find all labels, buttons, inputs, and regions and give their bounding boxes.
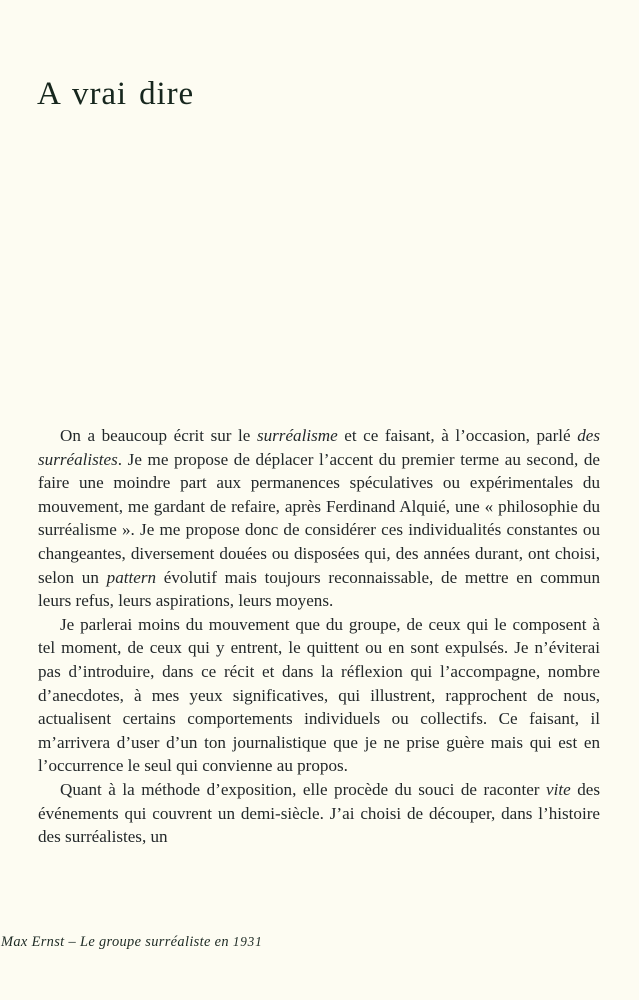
body-text: . Je me propose de déplacer l’accent du premier terme au second, de faire une moindre part aux permanences spéculatives ou expérimentales du mouvement, me gardant de refaire, après Ferdinand Alquié, une « philosophie du surréalisme ». Je me propose donc de considérer ces individualités constantes ou changeantes, diversement douées ou disposées qui, des années durant, ont choisi, selon un — [38, 449, 600, 587]
caption-dash: – — [64, 934, 80, 950]
emphasis-text: des surréalistes — [38, 426, 601, 469]
caption-year: 1931 — [232, 934, 263, 949]
emphasis-text: vite — [546, 779, 571, 799]
caption-artist: Max Ernst — [1, 934, 65, 950]
page-title: A vrai dire — [37, 76, 195, 112]
body-text: Je parlerai moins du mouvement que du groupe, de ceux qui le composent à tel moment, de ceux qui y entrent, le quittent ou en sont expulsés. Je n’éviterai pas d’introduire, dans ce récit et dans la réflexion qui l’accompagne, nombre d’anecdotes, à mes yeux significatives, qui illustrent, rapprochent de nous, actualisent certains comportements individuels ou collectifs. Ce faisant, il m’arrivera d’user d’un ton journalistique que je ne prise guère mais qui est en l’occurrence le seul qui convienne au propos. — [38, 614, 600, 776]
caption-work-title: Le groupe surréaliste en — [79, 934, 233, 950]
paragraph — [38, 613, 600, 778]
paragraph — [38, 778, 600, 849]
body-text: et ce faisant, à l’occasion, parlé — [337, 426, 578, 445]
body-text: On a beaucoup écrit sur le — [60, 426, 257, 445]
body-text-block — [38, 424, 600, 849]
paragraph — [38, 424, 600, 613]
emphasis-text: surréalisme — [256, 426, 338, 445]
emphasis-text: pattern — [106, 567, 157, 587]
body-text: évolutif mais toujours reconnaissable, de mettre en commun leurs refus, leurs aspirations, leurs moyens. — [38, 567, 600, 611]
body-text: des événements qui couvrent un demi-siècle. J’ai choisi de découper, dans l’histoire des surréalistes, un — [38, 779, 600, 847]
figure-caption — [1, 934, 262, 951]
body-text: Quant à la méthode d’exposition, elle procède du souci de raconter — [60, 779, 546, 799]
